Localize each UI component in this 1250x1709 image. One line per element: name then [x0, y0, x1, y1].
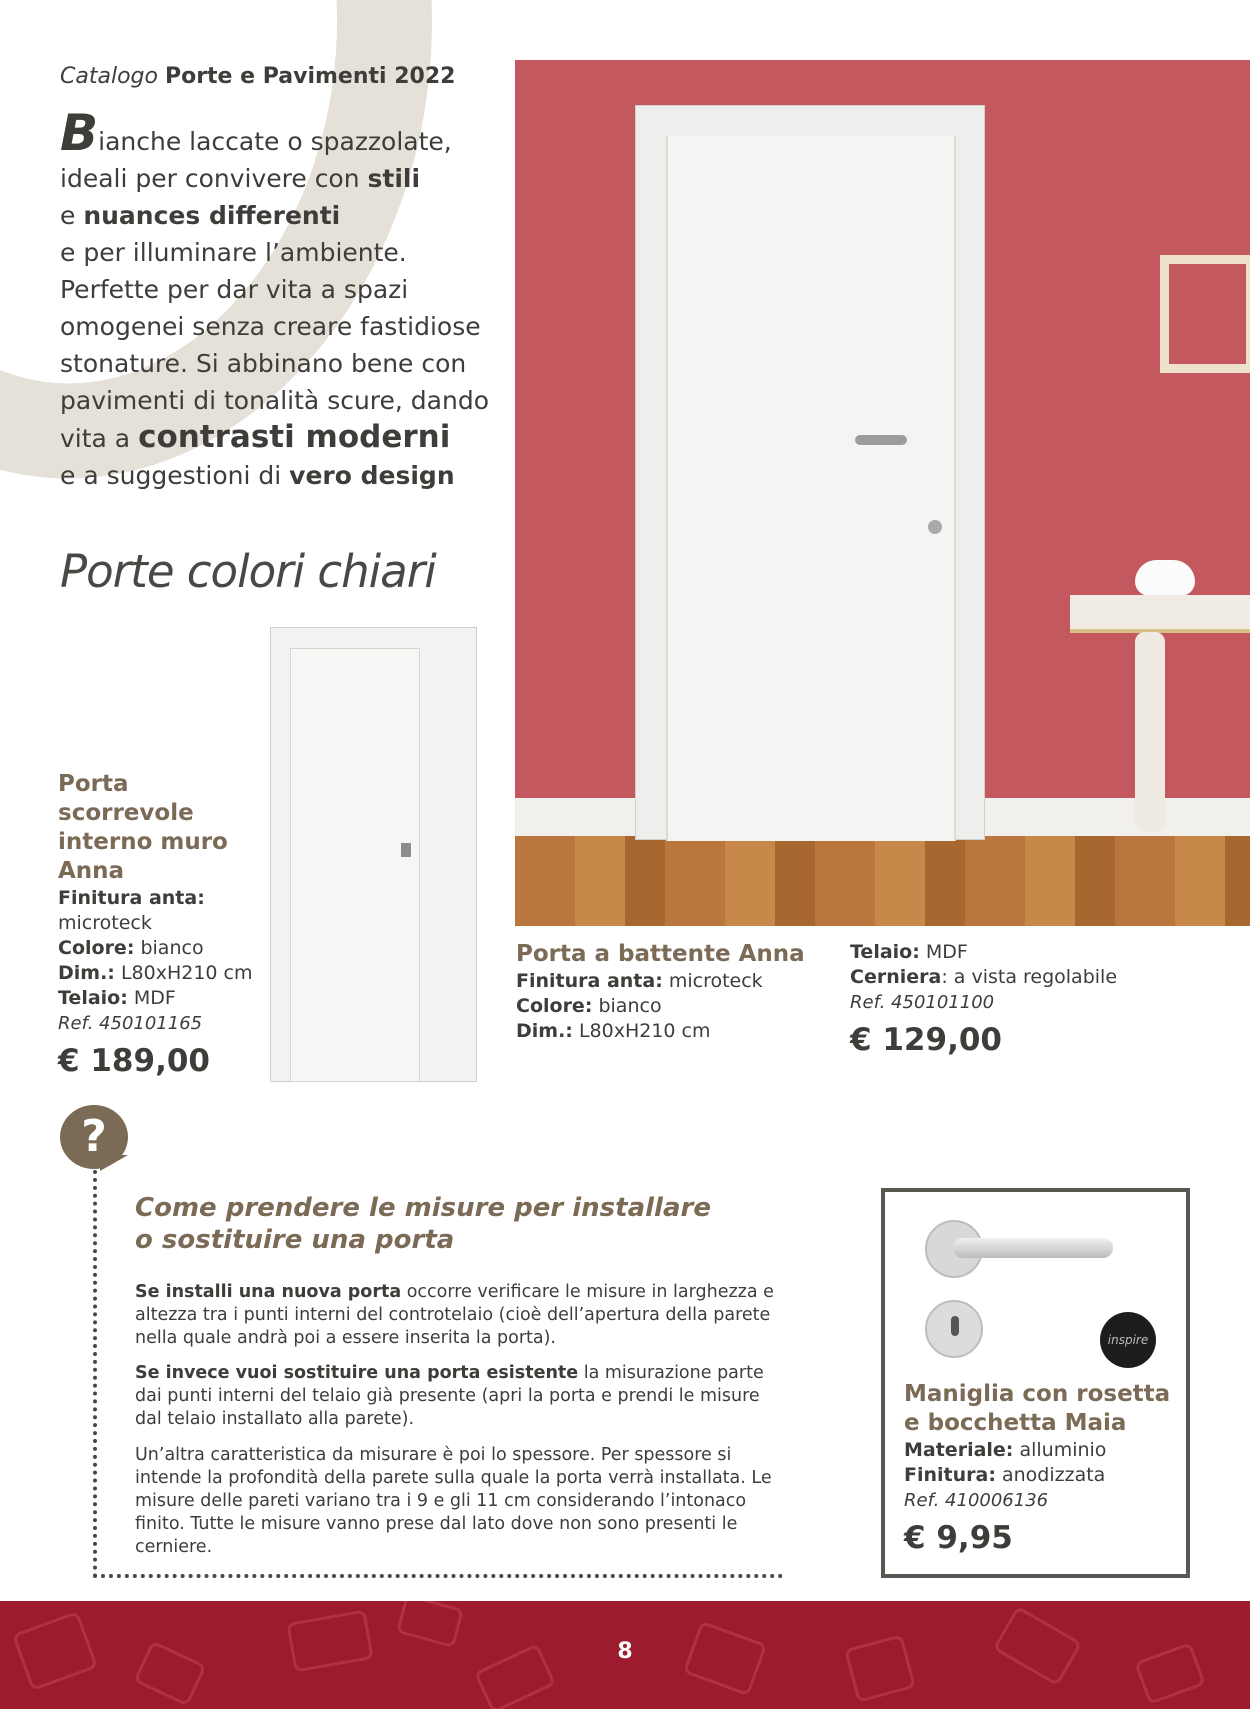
keyhole-icon: [951, 1316, 959, 1336]
sliding-door-photo: [270, 627, 477, 1082]
product-price: € 129,00: [850, 1022, 1002, 1058]
intro-initial: B: [60, 104, 99, 162]
vase: [1135, 560, 1195, 596]
intro-text: [60, 104, 510, 494]
catalog-title: Porte e Pavimenti 2022: [164, 64, 456, 89]
tip-paragraph: Un’altra caratteristica da misurare è poi lo spessore. Per spessore si intende la profondità della parete sulla quale la porta verrà installata. Le misure delle pareti variano tra i 9 e gli 11 cm considerando l’intonaco finito. Tutte le misure vanno prese dal lato dove non sono presenti le cerniere.: [135, 1445, 772, 1557]
spec-value: alluminio: [1019, 1439, 1107, 1461]
door-frame: [635, 105, 985, 840]
spec-label: Telaio:: [58, 987, 128, 1009]
dotted-divider: [93, 1170, 97, 1578]
tip-paragraph: [135, 1281, 785, 1350]
spec-value: MDF: [925, 941, 968, 963]
intro-line: stonature. Si abbinano bene con: [60, 349, 467, 378]
console-table-leg: [1135, 632, 1165, 832]
spec-label: Colore:: [516, 995, 593, 1017]
product-handle: [904, 1380, 1184, 1559]
door-handle-icon: [855, 435, 907, 445]
sliding-door-panel: [290, 648, 420, 1082]
product-swing-door-specs: [850, 940, 1170, 1061]
tip-paragraph-lead: Se invece vuoi sostituire una porta esistente: [135, 1363, 579, 1383]
intro-emphasis: contrasti moderni: [138, 419, 451, 455]
spec-value: bianco: [598, 995, 662, 1017]
intro-line: e: [60, 201, 84, 230]
sliding-door-pull-icon: [401, 843, 411, 857]
door-leaf: [666, 136, 956, 841]
intro-emphasis: stili: [367, 164, 421, 193]
product-sliding-door: [58, 770, 258, 1082]
product-swing-door: [516, 940, 816, 1044]
product-name: Anna: [58, 858, 125, 884]
product-name: interno muro: [58, 829, 228, 855]
product-ref: Ref. 410006136: [904, 1490, 1049, 1511]
dotted-divider: [93, 1574, 783, 1578]
product-name: Porta a battente Anna: [516, 941, 805, 967]
intro-line: Perfette per dar vita a spazi: [60, 275, 409, 304]
intro-line: e a suggestioni di: [60, 461, 290, 490]
hero-door-photo: [515, 60, 1250, 926]
intro-line: ideali per convivere con: [60, 164, 368, 193]
product-name: e bocchetta Maia: [904, 1410, 1127, 1436]
intro-line: pavimenti di tonalità scure, dando: [60, 386, 490, 415]
intro-emphasis: nuances differenti: [83, 201, 341, 230]
catalog-header: [60, 64, 455, 89]
product-name: scorrevole: [58, 800, 194, 826]
tip-title: [135, 1192, 755, 1256]
spec-value: : a vista regolabile: [941, 966, 1118, 988]
product-ref: Ref. 450101165: [58, 1013, 203, 1034]
spec-label: Materiale:: [904, 1439, 1014, 1461]
spec-label: Finitura:: [904, 1464, 996, 1486]
spec-label: Finitura anta:: [516, 970, 663, 992]
spec-label: Cerniera: [850, 966, 942, 988]
page-number: 8: [617, 1639, 633, 1664]
console-table: [1070, 595, 1250, 633]
spec-label: Finitura anta:: [58, 887, 205, 909]
product-ref: Ref. 450101100: [850, 992, 995, 1013]
product-name: Porta: [58, 771, 129, 797]
tip-paragraph-lead: Se installi una nuova porta: [135, 1282, 402, 1302]
footer-band: [0, 1601, 1250, 1709]
tip-title-line: Come prendere le misure per installare: [135, 1193, 711, 1223]
spec-label: Dim.:: [516, 1020, 573, 1042]
spec-value: microteck: [668, 970, 763, 992]
door-lock-icon: [928, 520, 942, 534]
spec-value: anodizzata: [1001, 1464, 1106, 1486]
catalog-label: Catalogo: [60, 64, 158, 89]
spec-value: L80xH210 cm: [578, 1020, 711, 1042]
section-title: Porte colori chiari: [60, 545, 436, 598]
lever-handle-icon: [953, 1238, 1113, 1258]
brand-logo: inspire: [1100, 1312, 1156, 1368]
tip-paragraph-text: la misurazione parte dai punti interni del telaio già presente (apri la porta e prendi le misure dal telaio installato alla parete).: [135, 1363, 764, 1429]
product-name: Maniglia con rosetta: [904, 1381, 1171, 1407]
spec-value: microteck: [58, 912, 152, 934]
tip-paragraph: [135, 1362, 785, 1431]
spec-label: Dim.:: [58, 962, 115, 984]
wood-floor: [515, 836, 1250, 926]
product-price: € 9,95: [904, 1520, 1013, 1556]
tip-title-line: o sostituire una porta: [135, 1225, 455, 1255]
picture-frame: [1160, 255, 1250, 373]
intro-line: vita a: [60, 424, 139, 453]
spec-value: MDF: [133, 987, 176, 1009]
tip-paragraph-text: occorre verificare le misure in larghezza e altezza tra i punti interni del controtelaio (cioè dell’apertura della parete nella quale andrà poi a essere inserita la porta).: [135, 1282, 774, 1348]
question-mark-icon: ?: [60, 1105, 128, 1169]
intro-line: e per illuminare l’ambiente.: [60, 238, 407, 267]
spec-value: L80xH210 cm: [120, 962, 253, 984]
spec-label: Colore:: [58, 937, 135, 959]
spec-value: bianco: [140, 937, 204, 959]
intro-line: omogenei senza creare fastidiose: [60, 312, 481, 341]
intro-line: ianche laccate o spazzolate,: [98, 127, 452, 156]
product-price: € 189,00: [58, 1043, 210, 1079]
intro-emphasis: vero design: [289, 461, 455, 490]
spec-label: Telaio:: [850, 941, 920, 963]
